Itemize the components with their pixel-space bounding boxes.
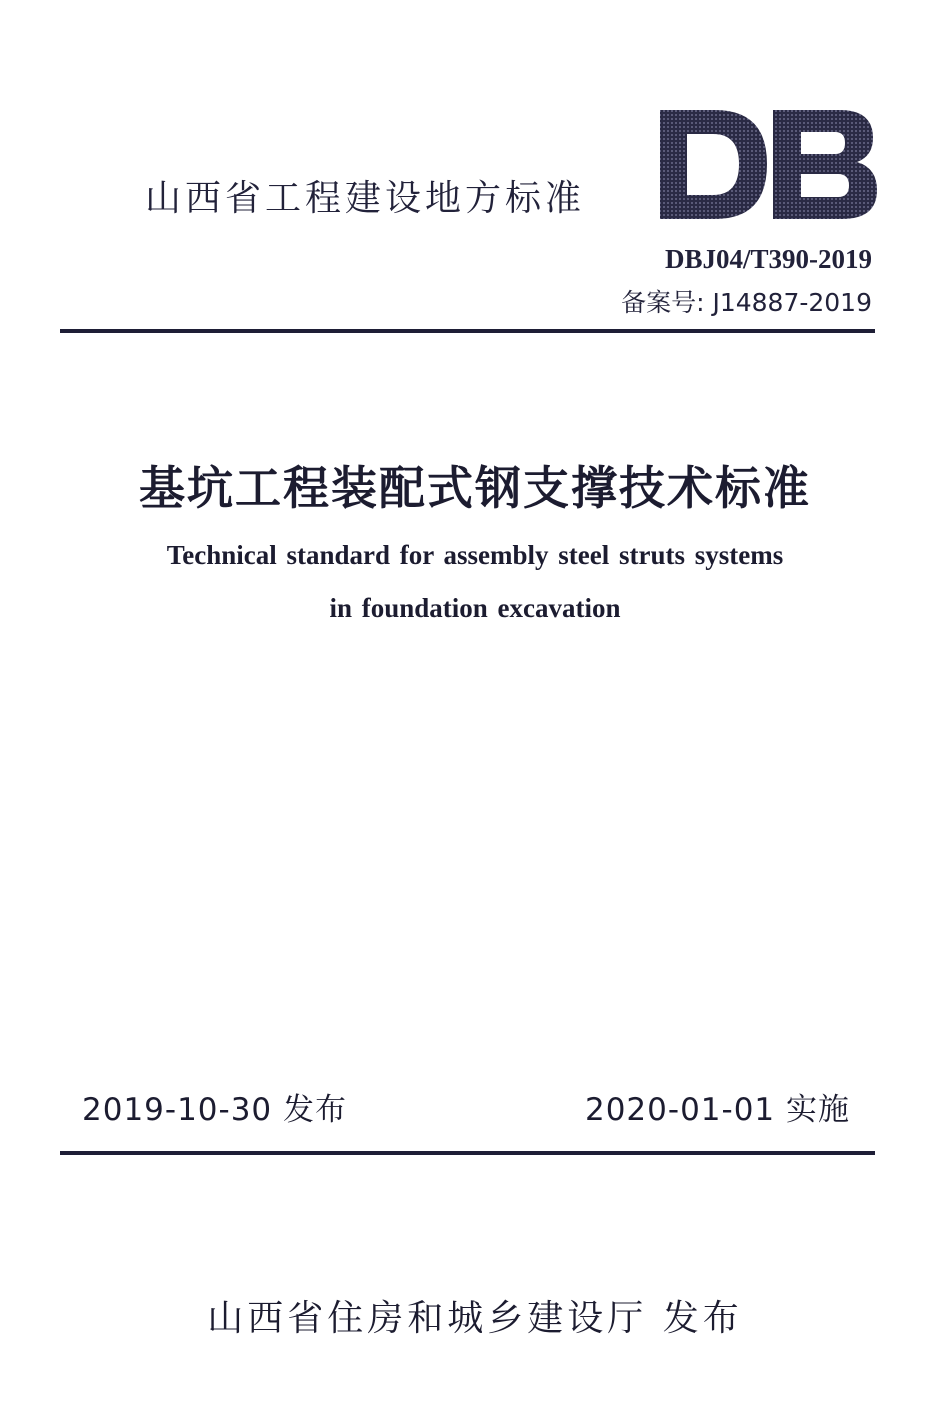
- standard-number: DBJ04/T390-2019: [664, 244, 872, 274]
- top-divider: [60, 329, 875, 333]
- db-logo-d: [660, 110, 767, 219]
- title-english-line1: Technical standard for assembly steel struts systems: [166, 540, 784, 570]
- title-english-line2: in foundation excavation: [329, 593, 621, 623]
- effective-date: 2020-01-01 实施: [584, 1092, 850, 1128]
- bottom-divider: [60, 1151, 875, 1155]
- db-logo-b: [773, 110, 877, 219]
- db-logo: [655, 102, 880, 227]
- record-number: 备案号: J14887-2019: [621, 288, 872, 317]
- standard-category: 山西省工程建设地方标准: [145, 178, 586, 219]
- issue-date: 2019-10-30 发布: [82, 1092, 348, 1128]
- title-chinese: 基坑工程装配式钢支撑技术标准: [139, 461, 811, 515]
- publisher: 山西省住房和城乡建设厅 发布: [207, 1298, 743, 1339]
